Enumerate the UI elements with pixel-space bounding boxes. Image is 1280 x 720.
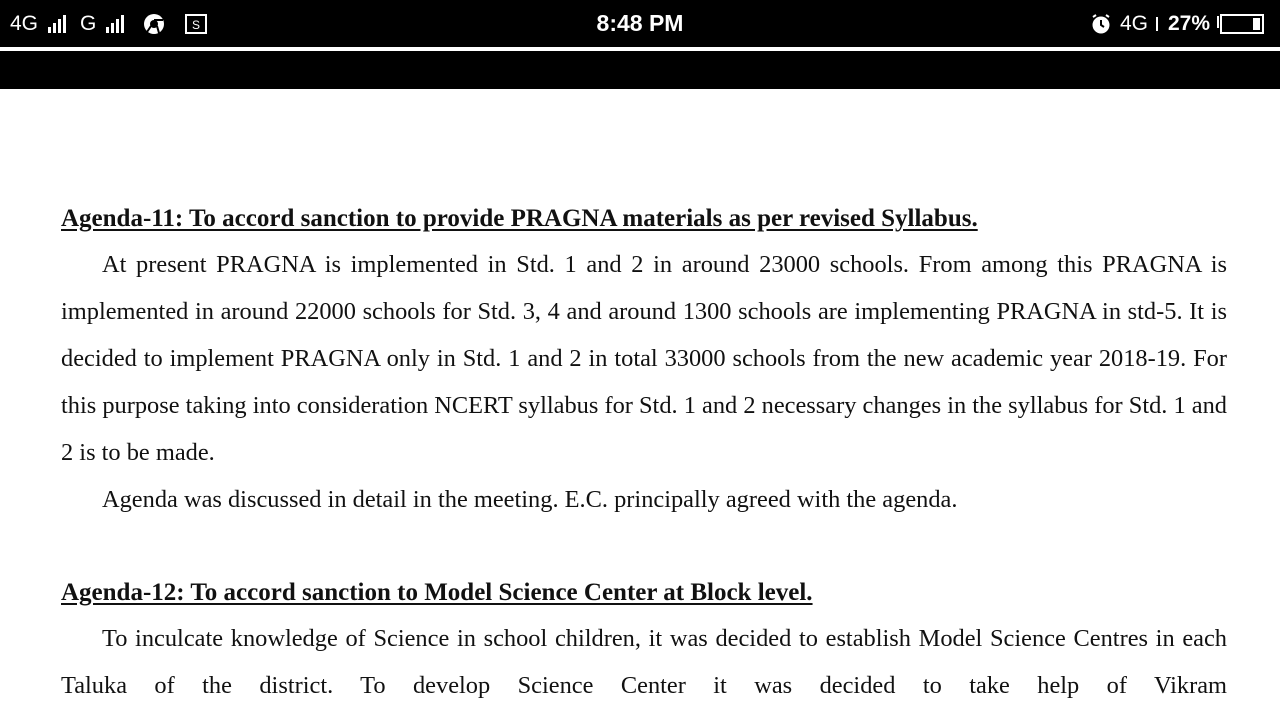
svg-text:S: S: [192, 18, 201, 32]
app-toolbar: [0, 51, 1280, 89]
agenda-12-paragraph-1: To inculcate knowledge of Science in school children, it was decided to establish Model Science Centres in each Taluka of the district. To develop Science Center it was decided to take help of Vikram: [61, 625, 1227, 699]
battery-percent: 27%: [1167, 12, 1210, 35]
status-bar: [0, 0, 1280, 47]
agenda-11-paragraph-2: Agenda was discussed in detail in the meeting. E.C. principally agreed with the agenda.: [102, 486, 958, 513]
network-type-1: 4G: [10, 12, 39, 35]
clock: 8:48 PM: [596, 10, 684, 36]
network-type-right: 4G: [1119, 12, 1148, 35]
network-type-2: G: [80, 12, 97, 35]
agenda-11-heading: Agenda-11: To accord sanction to provide PRAGNA materials as per revised Syllabus.: [61, 205, 978, 232]
document-page: [61, 196, 1227, 709]
agenda-12-heading: Agenda-12: To accord sanction to Model Science Center at Block level.: [61, 579, 813, 606]
battery-icon: [1216, 13, 1266, 35]
alarm-icon: [1090, 13, 1112, 35]
agenda-11-paragraph-1: At present PRAGNA is implemented in Std. 1 and 2 in around 23000 schools. From among this PRAGNA is implemented in around 22000 schools for Std. 3, 4 and around 1300 schools are implementing PRAGNA in std-5. It is decided to implement PRAGNA only in Std. 1 and 2 in total 33000 schools from the new academic year 2018-19. For this purpose taking into consideration NCERT syllabus for Std. 1 and 2 necessary changes in the syllabus for Std. 1 and 2 is to be made.: [61, 251, 1227, 466]
status-right: [1090, 10, 1266, 38]
signal-icon-right: [1156, 17, 1158, 31]
